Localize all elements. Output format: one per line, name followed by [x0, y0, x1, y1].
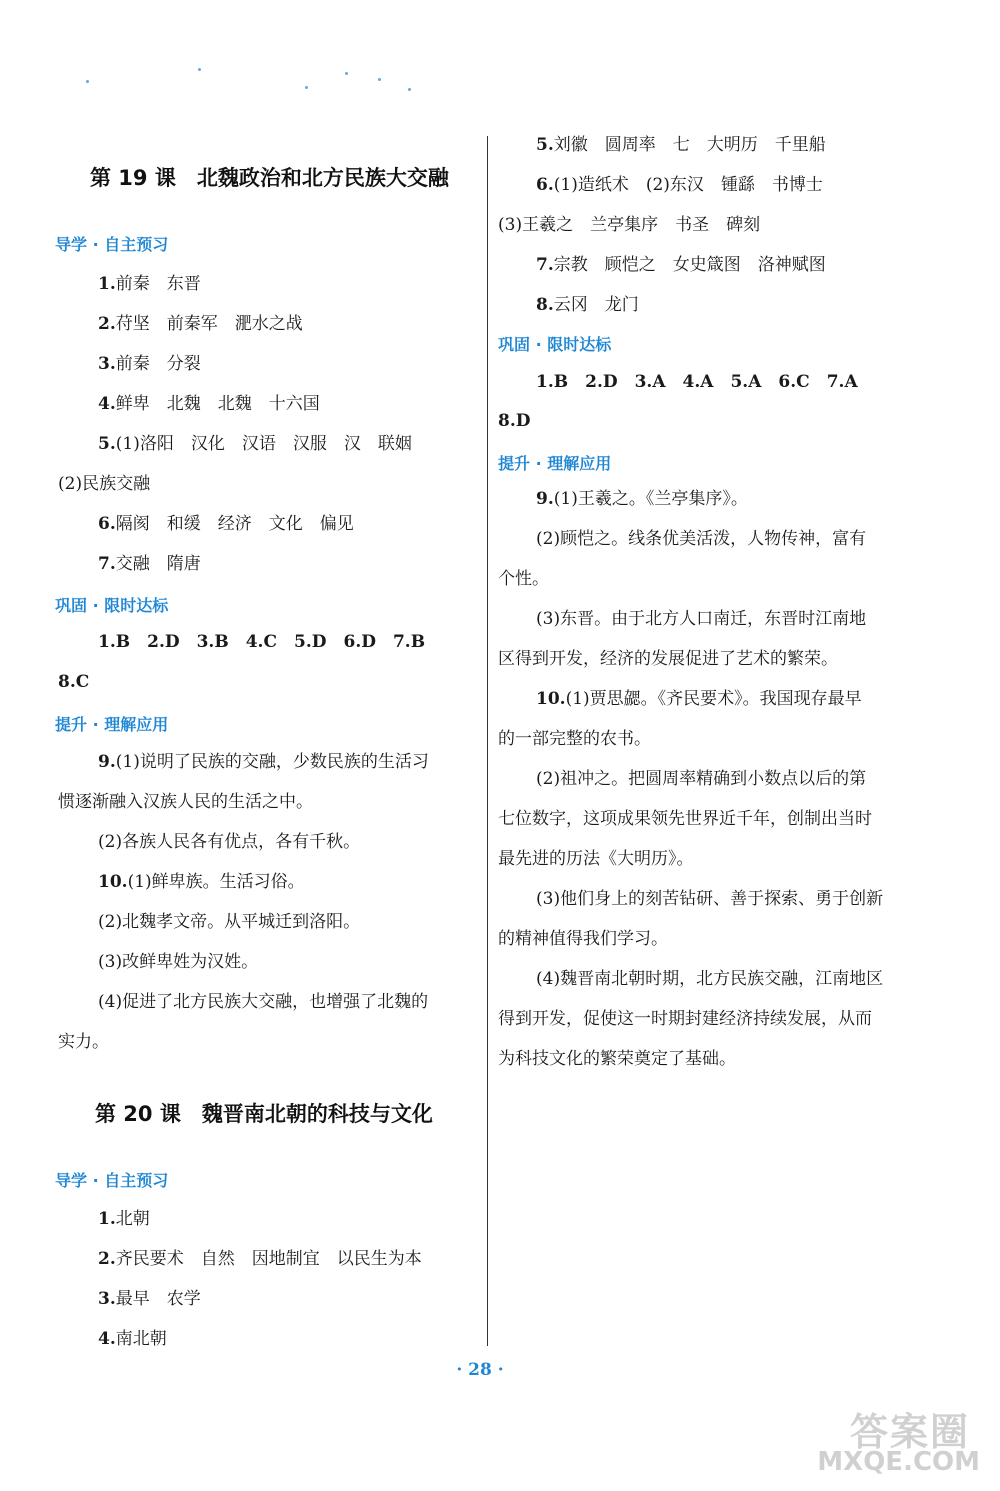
answer-line — [536, 135, 826, 155]
item-number: 3. — [98, 1289, 116, 1309]
answer-line — [536, 175, 823, 195]
item-text: (4)促进了北方民族大交融，也增强了北魏的 — [98, 992, 429, 1012]
answer-line — [498, 569, 549, 589]
item-text: (1)说明了民族的交融，少数民族的生活习 — [115, 752, 429, 772]
column-divider — [487, 136, 488, 1346]
item-number: 5. — [98, 434, 116, 454]
page-number: · 28 · — [456, 1360, 504, 1380]
item-text: (2)各族人民各有优点，各有千秋。 — [98, 832, 361, 852]
answer-line — [58, 474, 150, 494]
decor-dot — [86, 80, 89, 83]
answer-line — [98, 314, 303, 334]
item-text: (1)鲜卑族。生活习俗。 — [127, 872, 305, 892]
answer-line — [98, 832, 360, 852]
answer-line — [98, 1289, 201, 1309]
item-text: 前秦 东晋 — [115, 274, 201, 294]
item-text: 的精神值得我们学习。 — [498, 929, 668, 949]
answer-line — [98, 274, 201, 294]
item-text: 个性。 — [498, 569, 549, 589]
answer-line: 8.C — [58, 672, 90, 692]
item-text: (2)民族交融 — [58, 474, 151, 494]
answer-line — [536, 969, 883, 989]
section-heading-apply: 提升 · 理解应用 — [498, 454, 612, 473]
answer-line — [98, 952, 258, 972]
decor-dot — [378, 78, 381, 81]
item-number: 6. — [98, 514, 116, 534]
item-number: 8. — [536, 295, 554, 315]
answer-line — [98, 1249, 422, 1269]
item-text: (3)他们身上的刻苦钻研、善于探索、勇于创新 — [536, 889, 884, 909]
item-number: 1. — [98, 1209, 116, 1229]
item-text: (1)王羲之。《兰亭集序》。 — [553, 489, 748, 509]
answer-line — [498, 1009, 872, 1029]
item-text: (2)北魏孝文帝。从平城迁到洛阳。 — [98, 912, 361, 932]
answer-line — [498, 1049, 736, 1069]
answer-line: 1.B 2.D 3.A 4.A 5.A 6.C 7.A — [536, 372, 858, 392]
watermark-logo — [788, 1401, 988, 1481]
item-number: 7. — [98, 554, 116, 574]
item-text: 前秦 分裂 — [115, 354, 201, 374]
item-number: 4. — [98, 394, 116, 414]
answer-line — [98, 554, 201, 574]
item-text: 苻坚 前秦军 淝水之战 — [115, 314, 303, 334]
item-text: (3)改鲜卑姓为汉姓。 — [98, 952, 259, 972]
section-heading-practice: 巩固 · 限时达标 — [498, 335, 612, 354]
answer-line — [58, 792, 313, 812]
decor-dot — [305, 86, 308, 89]
item-text: (2)顾恺之。线条优美活泼，人物传神，富有 — [536, 529, 867, 549]
item-text: (1)造纸术 (2)东汉 锺繇 书博士 — [553, 175, 823, 195]
decor-dot — [408, 88, 411, 91]
item-text: 云冈 龙门 — [553, 295, 639, 315]
item-number: 9. — [98, 752, 116, 772]
answer-line: 1.B 2.D 3.B 4.C 5.D 6.D 7.B — [98, 632, 426, 652]
item-number: 6. — [536, 175, 554, 195]
item-number: 9. — [536, 489, 554, 509]
answer-line — [98, 752, 429, 772]
answer-line — [498, 809, 872, 829]
item-text: (1)贾思勰。《齐民要术》。我国现存最早 — [565, 689, 862, 709]
answer-line — [536, 689, 862, 709]
answer-line — [98, 1329, 167, 1349]
answer-line — [498, 929, 668, 949]
answer-line — [58, 1032, 109, 1052]
answer-line — [98, 394, 320, 414]
lesson-20-title: 第 20 课 魏晋南北朝的科技与文化 — [95, 1102, 433, 1126]
item-number: 7. — [536, 255, 554, 275]
answer-line — [498, 729, 651, 749]
answer-line — [98, 992, 428, 1012]
item-text: 鲜卑 北魏 北魏 十六国 — [115, 394, 320, 414]
item-text: 最先进的历法《大明历》。 — [498, 849, 694, 869]
item-text: 刘徽 圆周率 七 大明历 千里船 — [553, 135, 826, 155]
decor-dot — [345, 72, 348, 75]
answer-line — [98, 514, 354, 534]
item-text: 隔阂 和缓 经济 文化 偏见 — [115, 514, 354, 534]
decor-dot — [198, 68, 201, 71]
section-heading-preview: 导学 · 自主预习 — [55, 235, 169, 254]
answer-line — [536, 529, 866, 549]
item-text: 区得到开发，经济的发展促进了艺术的繁荣。 — [498, 649, 838, 669]
lesson-19-title: 第 19 课 北魏政治和北方民族大交融 — [90, 166, 449, 190]
answer-line — [498, 215, 760, 235]
item-text: 齐民要术 自然 因地制宜 以民生为本 — [115, 1249, 422, 1269]
answer-line — [536, 609, 866, 629]
item-text: (2)祖冲之。把圆周率精确到小数点以后的第 — [536, 769, 867, 789]
item-text: 得到开发，促使这一时期封建经济持续发展，从而 — [498, 1009, 872, 1029]
watermark-text: 答案圈 — [849, 1410, 970, 1454]
item-text: 南北朝 — [115, 1329, 167, 1349]
answer-line — [498, 849, 694, 869]
watermark-url: MXQE.COM — [817, 1447, 980, 1477]
answer-line — [98, 434, 412, 454]
section-heading-apply: 提升 · 理解应用 — [55, 715, 169, 734]
answer-line — [98, 872, 305, 892]
item-text: (1)洛阳 汉化 汉语 汉服 汉 联姻 — [115, 434, 412, 454]
item-text: (4)魏晋南北朝时期，北方民族交融，江南地区 — [536, 969, 884, 989]
item-number: 2. — [98, 314, 116, 334]
item-number: 1. — [98, 274, 116, 294]
item-text: (3)东晋。由于北方人口南迁，东晋时江南地 — [536, 609, 867, 629]
item-number: 2. — [98, 1249, 116, 1269]
item-number: 10. — [98, 872, 128, 892]
answer-line — [536, 255, 826, 275]
answer-line — [98, 1209, 150, 1229]
item-number: 4. — [98, 1329, 116, 1349]
item-text: 的一部完整的农书。 — [498, 729, 651, 749]
answer-line — [98, 354, 201, 374]
item-text: 最早 农学 — [115, 1289, 201, 1309]
answer-line — [536, 889, 883, 909]
answer-line: 8.D — [498, 411, 531, 431]
item-number: 10. — [536, 689, 566, 709]
item-text: 宗教 顾恺之 女史箴图 洛神赋图 — [553, 255, 826, 275]
answer-line — [498, 649, 838, 669]
item-text: 为科技文化的繁荣奠定了基础。 — [498, 1049, 736, 1069]
answer-line — [536, 295, 639, 315]
item-text: 实力。 — [58, 1032, 109, 1052]
answer-line — [98, 912, 360, 932]
answer-line — [536, 489, 748, 509]
answer-line — [536, 769, 866, 789]
item-text: 交融 隋唐 — [115, 554, 201, 574]
item-number: 3. — [98, 354, 116, 374]
item-text: 惯逐渐融入汉族人民的生活之中。 — [58, 792, 313, 812]
item-text: (3)王羲之 兰亭集序 书圣 碑刻 — [498, 215, 761, 235]
section-heading-preview: 导学 · 自主预习 — [55, 1171, 169, 1190]
item-number: 5. — [536, 135, 554, 155]
item-text: 北朝 — [115, 1209, 150, 1229]
item-text: 七位数字，这项成果领先世界近千年，创制出当时 — [498, 809, 872, 829]
section-heading-practice: 巩固 · 限时达标 — [55, 596, 169, 615]
